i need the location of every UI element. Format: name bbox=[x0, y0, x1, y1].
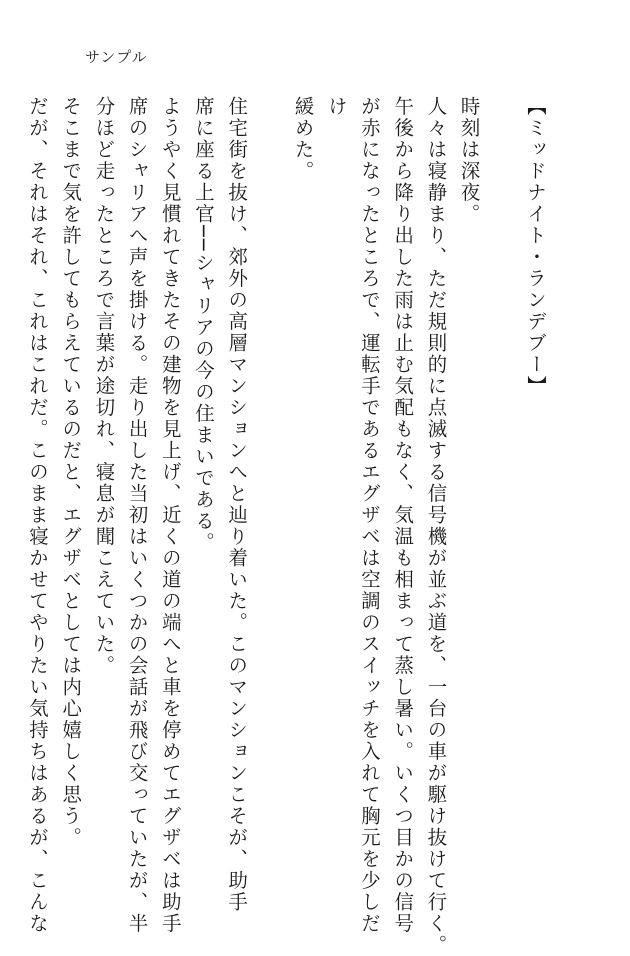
text-line: 席のシャリアへ声を掛ける。走り出した当初はいくつかの会話が飛び交っていたが、半 bbox=[125, 96, 149, 935]
text-line: ようやく見慣れてきたその建物を見上げ、近くの道の端へと車を停めてエグザベは助手 bbox=[158, 96, 182, 935]
text-line: 分ほど走ったところで言葉が途切れ、寝息が聞こえていた。 bbox=[92, 96, 116, 677]
text-line: 人々は寝静まり、ただ規則的に点滅する信号機が並ぶ道を、一台の車が駆け抜けて行く。 bbox=[424, 96, 448, 956]
running-header: サンプル bbox=[85, 48, 148, 66]
text-line: 午後から降り出した雨は止む気配もなく、気温も相まって蒸し暑い。いくつ目かの信号 bbox=[391, 96, 415, 935]
text-line: が赤になったところで、運転手であるエグザベは空調のスイッチを入れて胸元を少しだ bbox=[358, 96, 381, 935]
blank-line bbox=[486, 96, 519, 856]
vertical-text-body bbox=[25, 96, 552, 956]
text-line: そこまで気を許してもらえているのだと、エグザベとしては内心嬉しく思う。 bbox=[59, 96, 83, 849]
text-line: 緩めた。 bbox=[291, 96, 315, 182]
text-line: 住宅街を抜け、郊外の高層マンションへと辿り着いた。このマンションこそが、助手 bbox=[225, 96, 249, 913]
chapter-title: 【ミッドナイト・ランデブー】 bbox=[524, 96, 547, 397]
text-line: け bbox=[324, 96, 348, 118]
text-line: 時刻は深夜。 bbox=[457, 96, 481, 225]
text-line: 席に座る上官──シャリアの今の住まいである。 bbox=[192, 96, 215, 554]
blank-line bbox=[253, 96, 286, 856]
text-line: だが、それはそれ、これはこれだ。このまま寝かせてやりたい気持ちはあるが、こんな bbox=[25, 96, 49, 935]
